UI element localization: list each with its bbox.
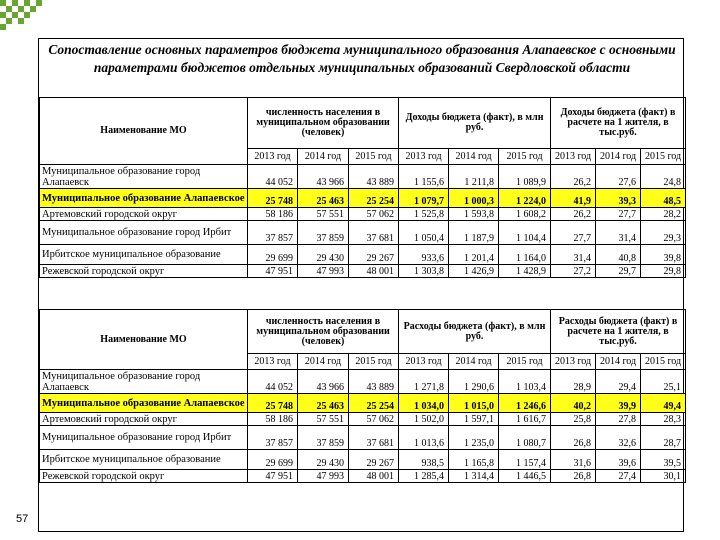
- table-cell: 57 551: [298, 208, 349, 221]
- table-row: [40, 413, 686, 426]
- table-cell: 1 050,4: [399, 221, 449, 245]
- table-cell: 1 616,7: [499, 413, 551, 426]
- table-cell: 29 699: [248, 245, 298, 265]
- table-cell: 29,4: [596, 370, 641, 394]
- table-cell: 57 062: [349, 208, 399, 221]
- table-cell: 30,1: [641, 470, 686, 483]
- table-cell: 25,8: [551, 413, 596, 426]
- year-header: 2015 год: [641, 354, 686, 370]
- year-header: 2014 год: [298, 149, 349, 165]
- table-row: [40, 470, 686, 483]
- year-header: 2013 год: [551, 354, 596, 370]
- table-cell: 1 235,0: [449, 426, 499, 450]
- municipality-name: Муниципальное образование Алапаевское: [40, 189, 248, 208]
- table-cell: 1 211,8: [449, 165, 499, 189]
- table-cell: 27,6: [596, 165, 641, 189]
- municipality-name: Муниципальное образование город Алапаевск: [40, 165, 248, 189]
- table-row: [40, 221, 686, 245]
- table-row: [40, 208, 686, 221]
- year-header: 2015 год: [349, 149, 399, 165]
- table-cell: 1 079,7: [399, 189, 449, 208]
- table-cell: 1 157,4: [499, 450, 551, 470]
- table-cell: 31,4: [551, 245, 596, 265]
- table-row: [40, 370, 686, 394]
- table-cell: 41,9: [551, 189, 596, 208]
- table-cell: 28,9: [551, 370, 596, 394]
- header-name: Наименование МО: [40, 98, 248, 165]
- table-cell: 37 681: [349, 426, 399, 450]
- page-number: 57: [16, 513, 29, 525]
- table-cell: 27,7: [551, 221, 596, 245]
- year-header: 2013 год: [399, 354, 449, 370]
- year-header: 2014 год: [596, 354, 641, 370]
- municipality-name: Режевской городской округ: [40, 470, 248, 483]
- year-header: 2013 год: [248, 354, 298, 370]
- year-header: 2014 год: [596, 149, 641, 165]
- table-cell: 48 001: [349, 470, 399, 483]
- year-header: 2014 год: [298, 354, 349, 370]
- table-cell: 1 165,8: [449, 450, 499, 470]
- table-cell: 43 889: [349, 370, 399, 394]
- table-cell: 28,3: [641, 413, 686, 426]
- table-cell: 43 889: [349, 165, 399, 189]
- municipality-name: Муниципальное образование Алапаевское: [40, 394, 248, 413]
- municipality-name: Артемовский городской округ: [40, 413, 248, 426]
- table-cell: 27,7: [596, 208, 641, 221]
- table-cell: 29,7: [596, 265, 641, 278]
- header-revenue-per-capita: Доходы бюджета (факт) в расчете на 1 жителя, в тыс.руб.: [551, 98, 686, 149]
- table-cell: 1 104,4: [499, 221, 551, 245]
- table-cell: 29,3: [641, 221, 686, 245]
- corner-decoration: [0, 0, 48, 36]
- table-cell: 26,8: [551, 470, 596, 483]
- table-cell: 31,4: [596, 221, 641, 245]
- table-cell: 28,7: [641, 426, 686, 450]
- table-cell: 1 080,7: [499, 426, 551, 450]
- table-cell: 58 186: [248, 413, 298, 426]
- table-cell: 27,8: [596, 413, 641, 426]
- table-cell: 1 271,8: [399, 370, 449, 394]
- table-cell: 1 015,0: [449, 394, 499, 413]
- year-header: 2014 год: [449, 149, 499, 165]
- table-cell: 933,6: [399, 245, 449, 265]
- table-row: [40, 165, 686, 189]
- table-row: [40, 245, 686, 265]
- table-cell: 24,8: [641, 165, 686, 189]
- table-cell: 25 463: [298, 394, 349, 413]
- table-cell: 1 187,9: [449, 221, 499, 245]
- table-cell: 1 089,9: [499, 165, 551, 189]
- table-cell: 37 859: [298, 426, 349, 450]
- table-cell: 29 267: [349, 245, 399, 265]
- table-cell: 29 430: [298, 245, 349, 265]
- table-cell: 27,2: [551, 265, 596, 278]
- table-cell: 29 699: [248, 450, 298, 470]
- table-cell: 26,2: [551, 165, 596, 189]
- table-cell: 40,8: [596, 245, 641, 265]
- table-cell: 37 681: [349, 221, 399, 245]
- table-cell: 1 446,5: [499, 470, 551, 483]
- header-population: численность населения в муниципальном образовании (человек): [248, 98, 399, 149]
- year-header: 2015 год: [641, 149, 686, 165]
- table-cell: 1 155,6: [399, 165, 449, 189]
- year-header: 2015 год: [499, 149, 551, 165]
- table-cell: 29 430: [298, 450, 349, 470]
- table-cell: 40,2: [551, 394, 596, 413]
- header-revenue: Доходы бюджета (факт), в млн руб.: [399, 98, 551, 149]
- table-cell: 39,6: [596, 450, 641, 470]
- table-cell: 43 966: [298, 165, 349, 189]
- table-row: [40, 426, 686, 450]
- table-cell: 1 290,6: [449, 370, 499, 394]
- table-cell: 57 551: [298, 413, 349, 426]
- expenses-table: [39, 309, 686, 483]
- year-header: 2013 год: [551, 149, 596, 165]
- municipality-name: Муниципальное образование город Ирбит: [40, 426, 248, 450]
- table-cell: 1 502,0: [399, 413, 449, 426]
- table-cell: 47 951: [248, 470, 298, 483]
- table-cell: 48,5: [641, 189, 686, 208]
- table-cell: 1 314,4: [449, 470, 499, 483]
- table-cell: 25 254: [349, 189, 399, 208]
- header-population: численность населения в муниципальном образовании (человек): [248, 310, 399, 354]
- table-cell: 1 013,6: [399, 426, 449, 450]
- table-cell: 48 001: [349, 265, 399, 278]
- table-cell: 37 857: [248, 426, 298, 450]
- table-cell: 44 052: [248, 165, 298, 189]
- municipality-name: Ирбитское муниципальное образование: [40, 245, 248, 265]
- year-header: 2015 год: [349, 354, 399, 370]
- table-cell: 1 525,8: [399, 208, 449, 221]
- table-cell: 37 859: [298, 221, 349, 245]
- table-cell: 25 463: [298, 189, 349, 208]
- year-header: 2015 год: [499, 354, 551, 370]
- page-title: Сопоставление основных параметров бюджета муниципального образования Алапаевское с основными параметрами бюджетов отдельных муниципальных образований Свердловской области: [48, 42, 676, 75]
- table-cell: 25 748: [248, 394, 298, 413]
- table-cell: 39,5: [641, 450, 686, 470]
- header-expenses-per-capita: Расходы бюджета (факт) в расчете на 1 жителя, в тыс.руб.: [551, 310, 686, 354]
- table-cell: 58 186: [248, 208, 298, 221]
- table-cell: 1 303,8: [399, 265, 449, 278]
- table-cell: 37 857: [248, 221, 298, 245]
- table-cell: 1 000,3: [449, 189, 499, 208]
- table-cell: 32,6: [596, 426, 641, 450]
- table-cell: 49,4: [641, 394, 686, 413]
- year-header: 2013 год: [248, 149, 298, 165]
- table-cell: 39,3: [596, 189, 641, 208]
- table-row: [40, 450, 686, 470]
- header-name: Наименование МО: [40, 310, 248, 370]
- table-cell: 29,8: [641, 265, 686, 278]
- table-cell: 39,8: [641, 245, 686, 265]
- table-cell: 1 597,1: [449, 413, 499, 426]
- table-cell: 1 164,0: [499, 245, 551, 265]
- revenue-table: [39, 97, 686, 278]
- table-cell: 57 062: [349, 413, 399, 426]
- table-cell: 26,2: [551, 208, 596, 221]
- table-cell: 27,4: [596, 470, 641, 483]
- table-cell: 1 608,2: [499, 208, 551, 221]
- table-cell: 25 254: [349, 394, 399, 413]
- table-cell: 39,9: [596, 394, 641, 413]
- table-cell: 44 052: [248, 370, 298, 394]
- municipality-name: Муниципальное образование город Алапаевск: [40, 370, 248, 394]
- municipality-name: Муниципальное образование город Ирбит: [40, 221, 248, 245]
- table-row: [40, 265, 686, 278]
- table-cell: 1 428,9: [499, 265, 551, 278]
- table-cell: 1 426,9: [449, 265, 499, 278]
- municipality-name: Артемовский городской округ: [40, 208, 248, 221]
- table-cell: 938,5: [399, 450, 449, 470]
- slide: [38, 38, 684, 532]
- year-header: 2013 год: [399, 149, 449, 165]
- table-cell: 47 993: [298, 470, 349, 483]
- table-cell: 1 285,4: [399, 470, 449, 483]
- table-row: [40, 394, 686, 413]
- table-cell: 25 748: [248, 189, 298, 208]
- table-cell: 28,2: [641, 208, 686, 221]
- table-cell: 1 034,0: [399, 394, 449, 413]
- table-cell: 1 246,6: [499, 394, 551, 413]
- table-cell: 1 201,4: [449, 245, 499, 265]
- table-cell: 29 267: [349, 450, 399, 470]
- table-cell: 1 224,0: [499, 189, 551, 208]
- table-cell: 47 951: [248, 265, 298, 278]
- table-row: [40, 189, 686, 208]
- municipality-name: Ирбитское муниципальное образование: [40, 450, 248, 470]
- header-expenses: Расходы бюджета (факт), в млн руб.: [399, 310, 551, 354]
- table-cell: 1 593,8: [449, 208, 499, 221]
- table-cell: 1 103,4: [499, 370, 551, 394]
- table-cell: 26,8: [551, 426, 596, 450]
- table-cell: 47 993: [298, 265, 349, 278]
- municipality-name: Режевской городской округ: [40, 265, 248, 278]
- table-cell: 31,6: [551, 450, 596, 470]
- year-header: 2014 год: [449, 354, 499, 370]
- table-cell: 43 966: [298, 370, 349, 394]
- table-cell: 25,1: [641, 370, 686, 394]
